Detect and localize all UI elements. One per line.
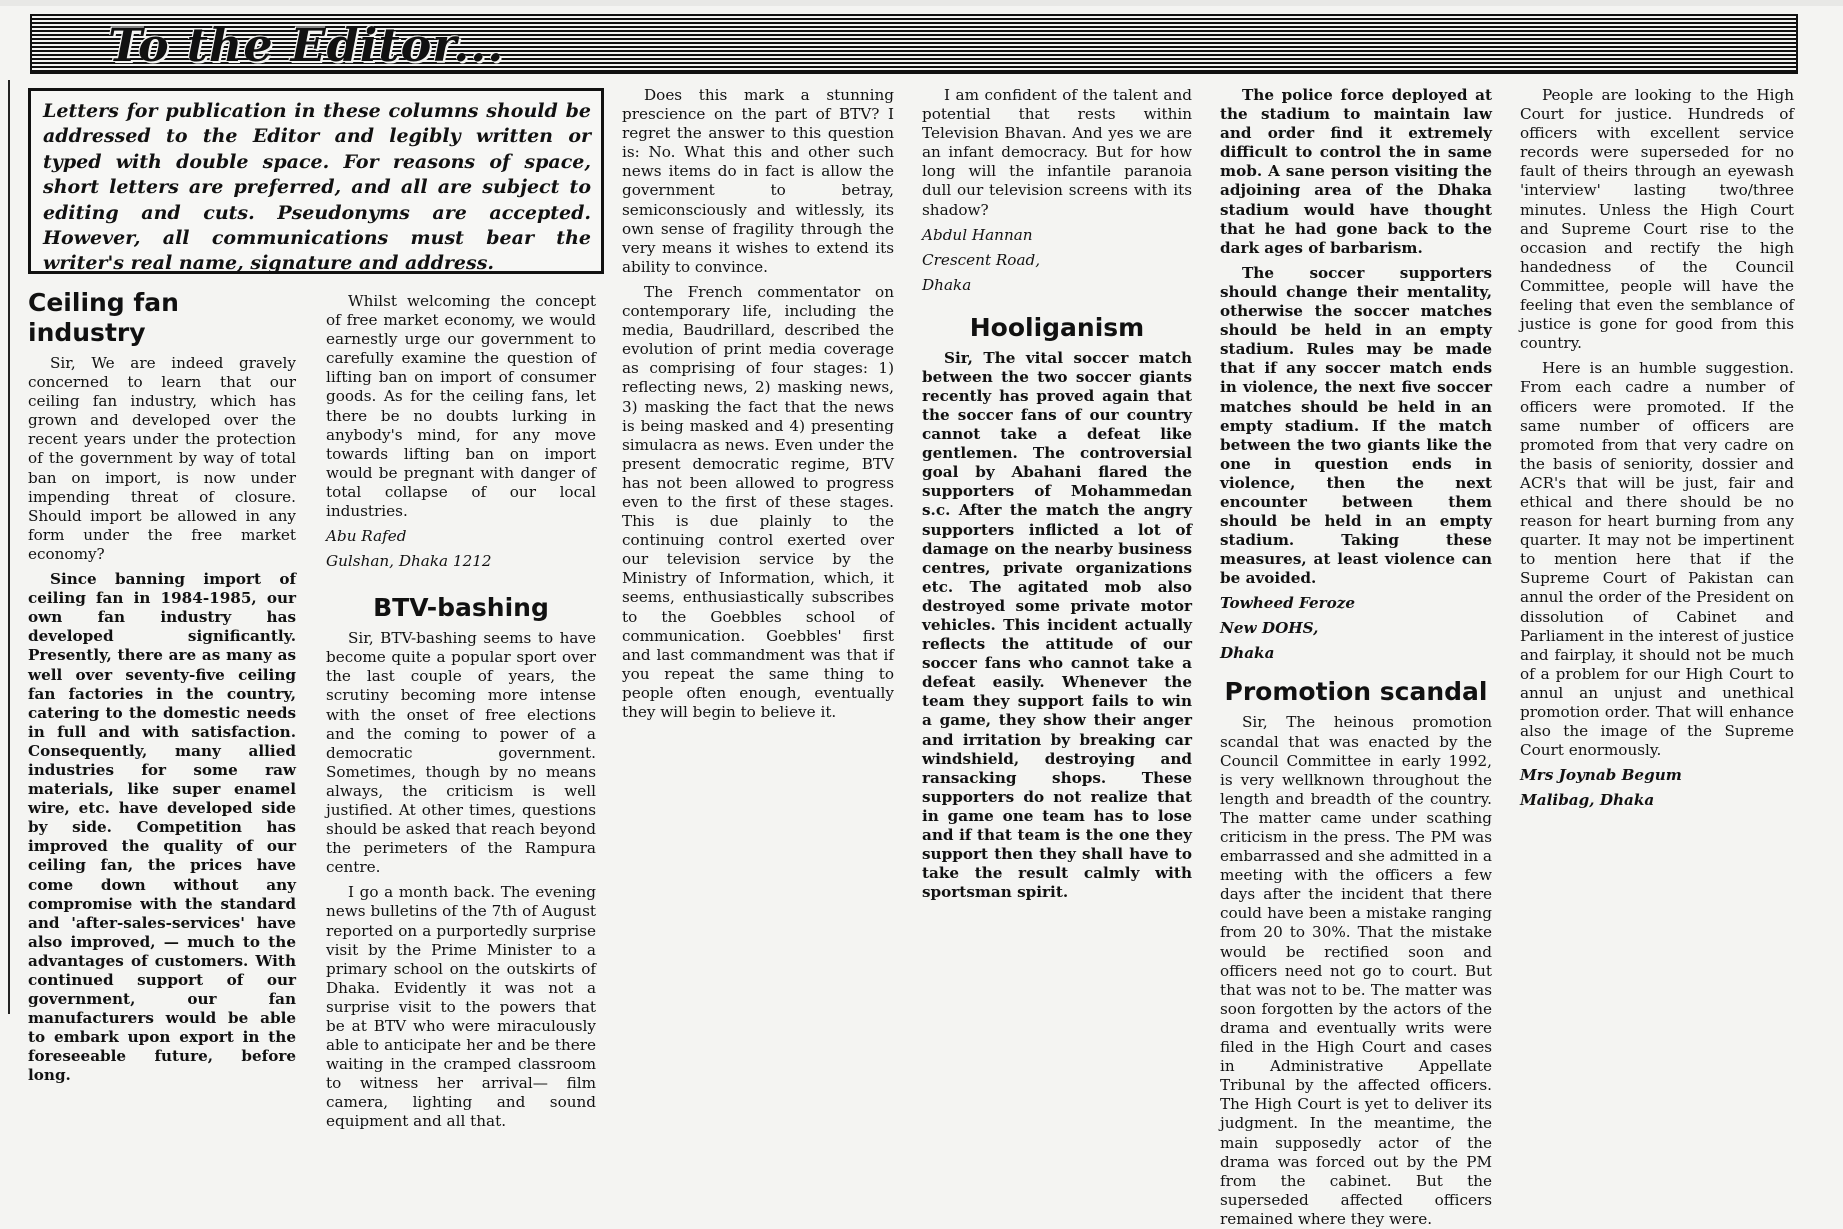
signature-place: Crescent Road, (922, 250, 1041, 269)
signature-place: Gulshan, Dhaka 1212 (326, 552, 492, 571)
column-3 (622, 86, 894, 722)
headline-btv-bashing: BTV-bashing (373, 593, 549, 623)
ceiling-fan-paragraph: Since banning import of ceiling fan in 1984-1985, our own fan industry has developed significantly. Presently, there are as many as well over seventy-five ceiling fan factories in the country, catering to the domestic needs in full and with satisfaction. Consequently, many allied industries for some raw materials, like super enamel wire, etc. have developed side by side. Competition has improved the quality of our ceiling fan, the prices have come down without any compromise with the standard and 'after-sales-services' have also improved, — much to the advantages of customers. With continued support of our government, our fan manufacturers would be able to embark upon export in the foreseeable future, before long. (28, 570, 296, 1085)
signature-place: Dhaka (922, 275, 972, 294)
signature-name: Towheed Feroze (1220, 594, 1356, 613)
section-banner (30, 14, 1798, 74)
btv-paragraph: I am confident of the talent and potential that rests within Television Bhavan. And yes we are an infant democracy. But for how long will the infantile paranoia dull our television screens with its shadow? (922, 86, 1192, 219)
promotion-paragraph: People are looking to the High Court for justice. Hundreds of officers with excellent service records were superseded for no fault of theirs through an eyewash 'interview' lasting two/three minutes. Unless the High Court and Supreme Court rise to the occasion and rectify the high handedness of the Council Committee, people will have the feeling that even the semblance of justice is gone for good from this country. (1520, 86, 1794, 353)
column-4 (922, 86, 1192, 902)
signature-place: Malibag, Dhaka (1520, 791, 1655, 810)
left-column-rule (8, 80, 10, 1014)
hooliganism-paragraph: Sir, The vital soccer match between the two soccer giants recently has proved again that the soccer fans of our country cannot take a defeat like gentlemen. The controversial goal by Abahani flared the supporters of Mohammedan s.c. After the match the angry supporters inflicted a lot of damage on the nearby business centres, private organizations etc. The agitated mob also destroyed some private motor vehicles. This incident actually reflects the attitude of our soccer fans who cannot take a defeat easily. Whenever the team they support fails to win a game, they show their anger and irritation by breaking car windshield, destroying and ransacking shops. These supporters do not realize that in game one team has to lose and if that team is the one they support then they shall have to take the result calmly with sportsman spirit. (922, 348, 1192, 902)
btv-paragraph: Does this mark a stunning prescience on the part of BTV? I regret the answer to this question is: No. What this and other such news items do in fact is allow the government to betray, semiconsciously and witlessly, its own sense of fragility through the very means it wishes to extend its ability to convince. (622, 86, 894, 276)
hooliganism-paragraph: The soccer supporters should change their mentality, otherwise the soccer matches should be held in an empty stadium. Rules may be made that if any soccer match ends in violence, the next five soccer matches should be held in an empty stadium. If the match between the two giants like the one in question ends in violence, then the next encounter between them should be held in an empty stadium. Taking these measures, at least violence can be avoided. (1220, 263, 1492, 588)
ceiling-fan-paragraph: Sir, We are indeed gravely concerned to learn that our ceiling fan industry, which has grown and developed over the recent years under the protection of the government by way of total ban on import, is now under impending threat of closure. Should import be allowed in any form under the free market economy? (28, 354, 296, 563)
promotion-paragraph: Sir, The heinous promotion scandal that was enacted by the Council Committee in early 1992, is very wellknown throughout the length and breadth of the country. The matter came under scathing criticism in the press. The PM was embarrassed and she admitted in a meeting with the officers a few days after the incident that there could have been a mistake ranging from 20 to 30%. That the mistake would be rectified soon and officers need not go to court. But that was not to be. The matter was soon forgotten by the actors of the drama and eventually writs were filed in the High Court and cases in Administrative Appellate Tribunal by the affected officers. The High Court is yet to deliver its judgment. In the meantime, the main supposedly actor of the drama was forced out by the PM from the cabinet. But the superseded affected officers remained where they were. (1220, 713, 1492, 1228)
ceiling-fan-paragraph: Whilst welcoming the concept of free market economy, we would earnestly urge our government to carefully examine the question of lifting ban on import of consumer goods. As for the ceiling fans, let there be no doubts lurking in anybody's mind, for any move towards lifting ban on import would be pregnant with danger of total collapse of our local industries. (326, 292, 596, 521)
section-title: To the Editor... (108, 18, 505, 72)
btv-paragraph: Sir, BTV-bashing seems to have become quite a popular sport over the last couple of years, the scrutiny becoming more intense with the onset of free elections and the coming to power of a democratic government. Sometimes, though by no means always, the criticism is well justified. At other times, questions should be asked that reach beyond the perimeters of the Rampura centre. (326, 629, 596, 877)
editor-notice-box: Letters for publication in these columns should be addressed to the Editor and legibly written or typed with double space. For reasons of space, short letters are preferred, and all are subject to editing and cuts. Pseudonyms are accepted. However, all communications must bear the writer's real name, signature and address. (28, 88, 604, 274)
btv-paragraph: I go a month back. The evening news bulletins of the 7th of August reported on a purportedly surprise visit by the Prime Minister to a primary school on the outskirts of Dhaka. Evidently it was not a surprise visit to the powers that be at BTV who were miraculously able to anticipate her and be there waiting in the cramped classroom to witness her arrival— film camera, lighting and sound equipment and all that. (326, 883, 596, 1131)
signature-name: Abdul Hannan (922, 225, 1033, 244)
headline-hooliganism: Hooliganism (969, 312, 1145, 342)
signature-name: Abu Rafed (326, 527, 407, 546)
headline-promotion-scandal: Promotion scandal (1224, 677, 1488, 707)
promotion-paragraph: Here is an humble suggestion. From each cadre a number of officers were promoted. If the same number of officers are promoted from that very cadre on the basis of seniority, dossier and ACR's that will be just, fair and ethical and there should be no reason for heart burning from any quarter. It may not be impertinent to mention here that if the Supreme Court of Pakistan can annul the order of the President on dissolution of Cabinet and Parliament in the interest of justice and fairplay, it should not be much of a problem for our High Court to annul an unjust and unethical promotion order. That will enhance also the image of the Supreme Court enormously. (1520, 359, 1794, 760)
btv-paragraph: The French commentator on contemporary life, including the media, Baudrillard, described the evolution of print media coverage as comprising of four stages: 1) reflecting news, 2) masking news, 3) masking the fact that the news is being masked and 4) presenting simulacra as news. Even under the present democratic regime, BTV has not been allowed to progress even to the first of these stages. This is due plainly to the continuing control exerted over our television service by the Ministry of Information, which, it seems, enthusiastically subscribes to the Goebbles school of communication. Goebbles' first and last commandment was that if you repeat the same thing to people often enough, eventually they will begin to believe it. (622, 282, 894, 721)
top-rule (0, 0, 1843, 6)
headline-ceiling-fan: Ceiling fan industry (28, 288, 179, 347)
signature-place: New DOHS, (1220, 619, 1319, 638)
signature-place: Dhaka (1220, 644, 1275, 663)
signature-name: Mrs Joynab Begum (1520, 766, 1682, 785)
hooliganism-paragraph: The police force deployed at the stadium to maintain law and order find it extremely difficult to control the in same mob. A sane person visiting the adjoining area of the Dhaka stadium would have thought that he had gone back to the dark ages of barbarism. (1220, 86, 1492, 257)
column-2 (326, 292, 596, 1132)
column-5 (1220, 86, 1492, 1229)
column-6 (1520, 86, 1794, 810)
column-1 (28, 288, 296, 1086)
